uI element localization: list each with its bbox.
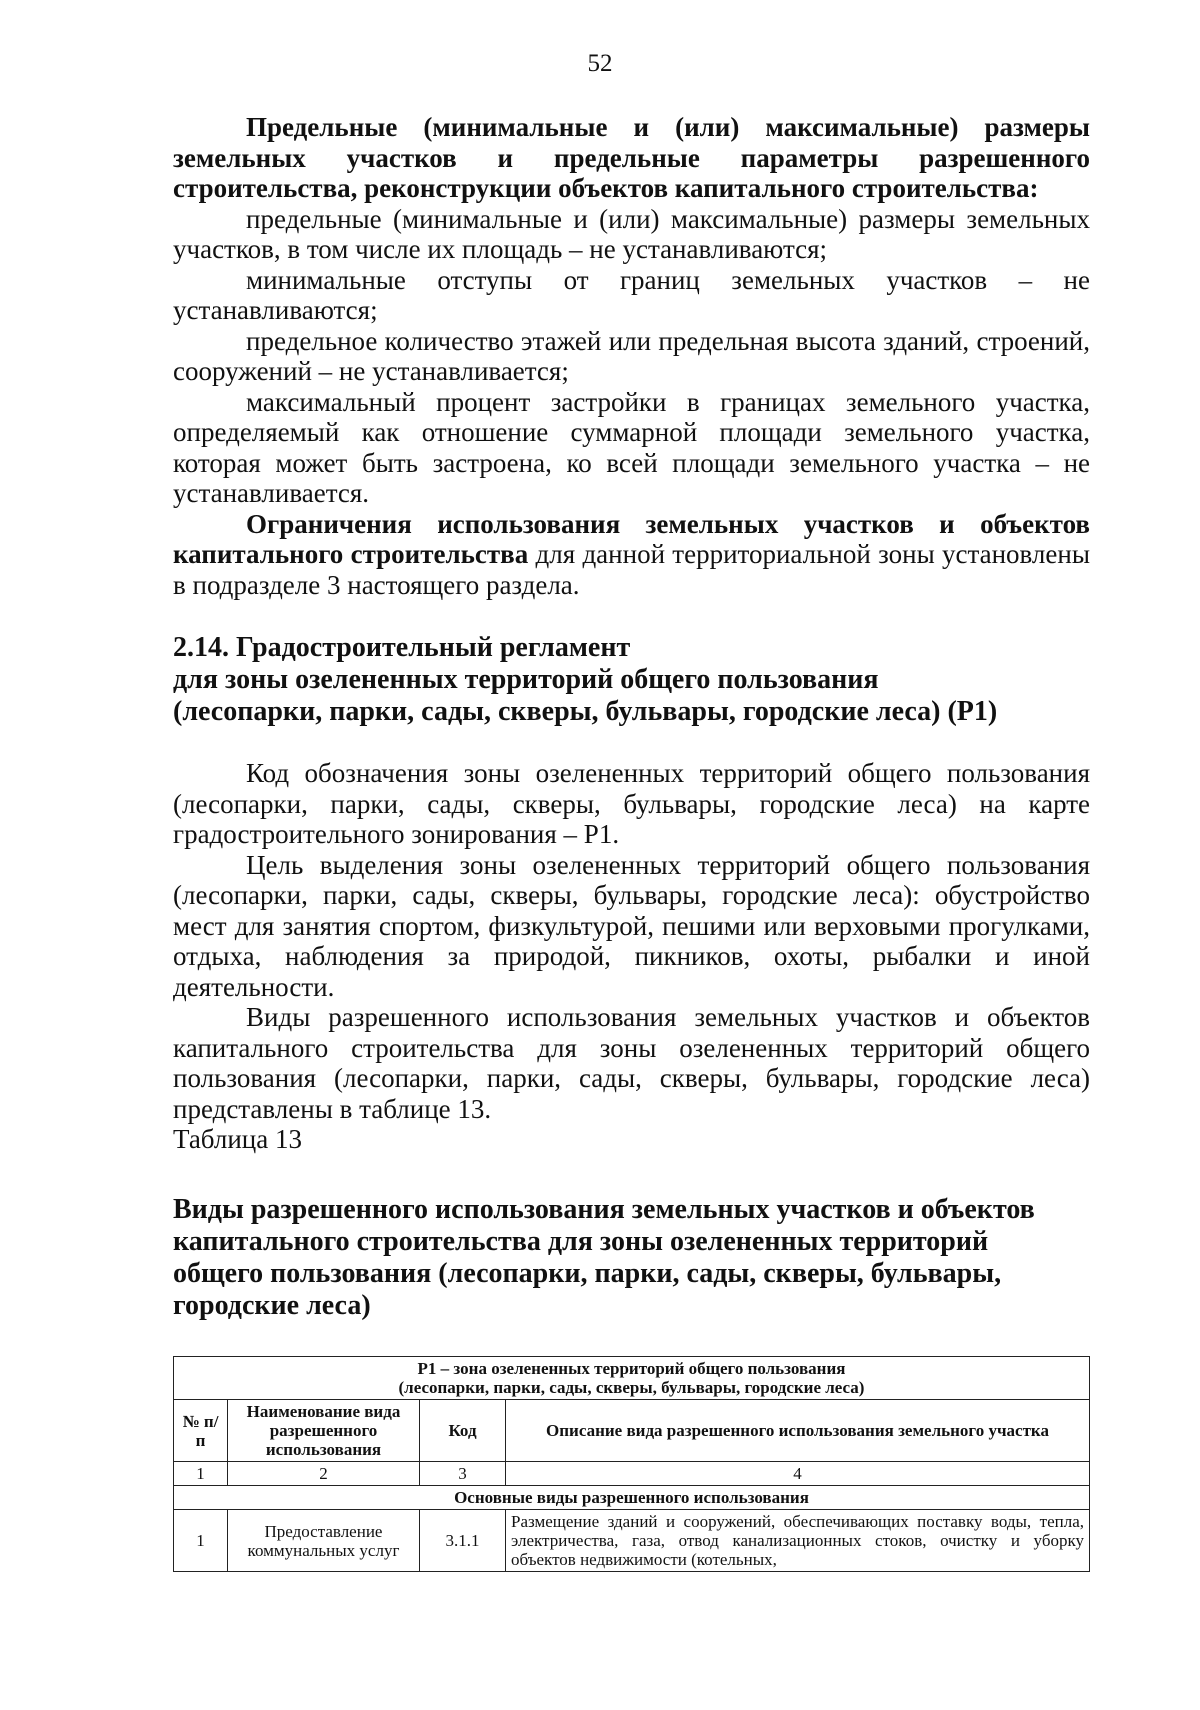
row-description: Размещение зданий и сооружений, обеспечивающих поставку воды, тепла, электричества, газа, отвод канализационных стоков, очистку и уборку объектов недвижимости (котельных, bbox=[506, 1510, 1090, 1572]
row-number: 1 bbox=[174, 1510, 228, 1572]
zone-header-cell bbox=[174, 1357, 1090, 1400]
row-code: 3.1.1 bbox=[420, 1510, 506, 1572]
group-main-label: Основные виды разрешенного использования bbox=[174, 1486, 1090, 1510]
zone-header-row bbox=[174, 1357, 1090, 1400]
page-number: 52 bbox=[587, 50, 613, 77]
land-use-table bbox=[173, 1356, 1090, 1572]
document-body bbox=[173, 112, 1090, 1572]
limits-item: минимальные отступы от границ земельных участков – не устанавливаются; bbox=[173, 264, 1090, 325]
limits-item: предельное количество этажей или предельная высота зданий, строений, сооружений – не устанавливается; bbox=[173, 325, 1090, 386]
column-number: 3 bbox=[420, 1462, 506, 1486]
limits-heading: Предельные (минимальные и (или) максимальные) размеры земельных участков и предельные параметры разрешенного строительства, реконструкции объектов капитального строительства: bbox=[173, 112, 1090, 203]
group-row bbox=[174, 1486, 1090, 1510]
restrictions-bold: Ограничения использования земельных участков и объектов капитального строительства bbox=[173, 508, 1090, 569]
restrictions-rest: для данной территориальной зоны установлены в подразделе 3 настоящего раздела. bbox=[173, 539, 1090, 600]
column-header-description: Описание вида разрешенного использования земельного участка bbox=[506, 1400, 1090, 1462]
column-number: 2 bbox=[228, 1462, 420, 1486]
section-title-line: (лесопарки, парки, сады, скверы, бульвары, городские леса) (Р1) bbox=[173, 696, 998, 727]
restrictions-paragraph bbox=[173, 509, 1090, 601]
column-number: 1 bbox=[174, 1462, 228, 1486]
table-label: Таблица 13 bbox=[173, 1124, 302, 1154]
section-paragraph: Виды разрешенного использования земельных участков и объектов капитального строительства для зоны озелененных территорий общего пользования (лесопарки, парки, сады, скверы, бульвары, городские леса) представлены в таблице 13. bbox=[173, 1002, 1090, 1124]
table-title-line: городские леса) bbox=[173, 1290, 371, 1321]
zone-header-line1: Р1 – зона озелененных территорий общего пользования bbox=[417, 1359, 846, 1378]
row-use-name: Предоставление коммунальных услуг bbox=[228, 1510, 420, 1572]
column-number: 4 bbox=[506, 1462, 1090, 1486]
column-header-num: № п/п bbox=[174, 1400, 228, 1462]
column-header-name: Наименование вида разрешенного использования bbox=[228, 1400, 420, 1462]
table-row bbox=[174, 1510, 1090, 1572]
table-title-line: капитального строительства для зоны озелененных территорий bbox=[173, 1226, 989, 1257]
section-title-line: для зоны озелененных территорий общего пользования bbox=[173, 664, 879, 695]
section-paragraph: Код обозначения зоны озелененных территорий общего пользования (лесопарки, парки, сады, скверы, бульвары, городские леса) на карте градостроительного зонирования – Р1. bbox=[173, 758, 1090, 849]
limits-item: максимальный процент застройки в границах земельного участка, определяемый как отношение суммарной площади земельного участка, которая может быть застроена, ко всей площади земельного участка – не устанавливается. bbox=[173, 386, 1090, 508]
table-title-line: Виды разрешенного использования земельных участков и объектов bbox=[173, 1194, 1035, 1225]
zone-header-line2: (лесопарки, парки, сады, скверы, бульвары, городские леса) bbox=[398, 1378, 865, 1397]
limits-item: предельные (минимальные и (или) максимальные) размеры земельных участков, в том числе их площадь – не устанавливаются; bbox=[173, 203, 1090, 264]
column-numbers-row bbox=[174, 1462, 1090, 1486]
section-paragraph: Цель выделения зоны озелененных территорий общего пользования (лесопарки, парки, сады, скверы, бульвары, городские леса): обустройство мест для занятия спортом, физкультурой, пешими или верховыми прогулками, отдыха, наблюдения за природой, пикников, охоты, рыбалки и иной деятельности. bbox=[173, 849, 1090, 1002]
column-header-code: Код bbox=[420, 1400, 506, 1462]
column-header-row bbox=[174, 1400, 1090, 1462]
table-title-line: общего пользования (лесопарки, парки, сады, скверы, бульвары, bbox=[173, 1258, 1002, 1289]
section-title-line: 2.14. Градостроительный регламент bbox=[173, 632, 631, 663]
